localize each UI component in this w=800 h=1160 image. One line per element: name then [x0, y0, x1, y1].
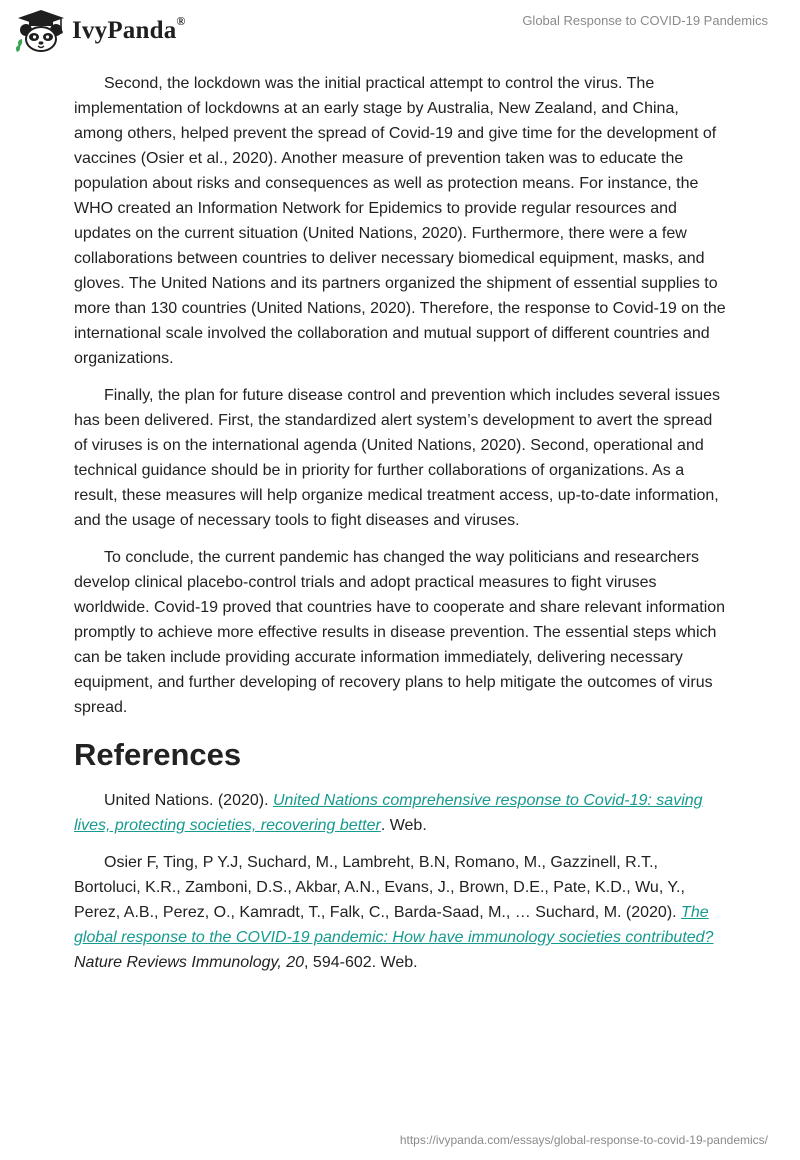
reference-authors: United Nations. (2020). — [104, 792, 273, 809]
registered-mark: ® — [176, 13, 186, 28]
brand-logo[interactable] — [14, 9, 186, 53]
reference-link[interactable]: The global response to the COVID-19 pandemic: How have immunology societies contributed? — [74, 904, 714, 946]
references-heading: References — [74, 737, 242, 772]
source-url[interactable]: https://ivypanda.com/essays/global-response-to-covid-19-pandemics/ — [399, 1133, 768, 1147]
body-paragraph: Second, the lockdown was the initial practical attempt to control the virus. The implementation of lockdowns at an early stage by Australia, New Zealand, and China, among others, helped prevent the spread of Covid-19 and give time for the development of vaccines (Osier et al., 2020). Another measure of prevention taken was to educate the population about risks and consequences as well as protection means. For instance, the WHO created an Information Network for Epidemics to provide regular resources and updates on the current situation (United Nations, 2020). Furthermore, there were a few collaborations between countries to deliver necessary biomedical equipment, masks, and gloves. The United Nations and its partners organized the shipment of essential supplies to more than 130 countries (United Nations, 2020). Therefore, the response to Covid-19 on the international scale involved the collaboration and mutual support of different countries and organizations. — [74, 75, 726, 367]
panda-graduate-icon — [14, 9, 68, 53]
reference-entry — [74, 788, 728, 838]
body-paragraph: To conclude, the current pandemic has changed the way politicians and researchers develop clinical placebo-control trials and adopt practical measures to fight viruses worldwide. Covid-19 proved that countries have to cooperate and share relevant information promptly to achieve more effective results in disease prevention. The essential steps which can be taken include providing accurate information immediately, delivering necessary equipment, and further developing of recovery plans to help mitigate the outcomes of virus spread. — [74, 549, 726, 716]
reference-suffix: , 594-602. Web. — [304, 954, 418, 971]
reference-journal: Nature Reviews Immunology, 20 — [74, 954, 305, 971]
reference-link[interactable]: United Nations comprehensive response to Covid-19: saving lives, protecting societies, recovering better — [74, 792, 703, 834]
reference-authors: Osier F, Ting, P Y.J, Suchard, M., Lambreht, B.N, Romano, M., Gazzinell, R.T., Bortoluci, K.R., Zamboni, D.S., Akbar, A.N., Evans, J., Brown, D.E., Pate, K.D., Wu, Y., Perez, A.B., Perez, O., Kamradt, T., Falk, C., Barda-Saad, M., … Suchard, M. (2020). — [74, 854, 685, 921]
reference-suffix: . Web. — [380, 817, 427, 834]
brand-name-text: IvyPanda — [72, 17, 177, 44]
page-header — [0, 0, 800, 60]
brand-name — [72, 13, 186, 45]
body-paragraph: Finally, the plan for future disease control and prevention which includes several issues has been delivered. First, the standardized alert system’s development to avert the spread of viruses is on the international agenda (United Nations, 2020). Second, operational and technical guidance should be in priority for further collaborations of organizations. As a result, these measures will help organize medical treatment access, up-to-date information, and the usage of necessary tools to fight diseases and viruses. — [74, 387, 721, 529]
document-title: Global Response to COVID-19 Pandemics — [522, 13, 768, 28]
reference-entry — [74, 850, 728, 975]
essay-body — [74, 71, 728, 987]
